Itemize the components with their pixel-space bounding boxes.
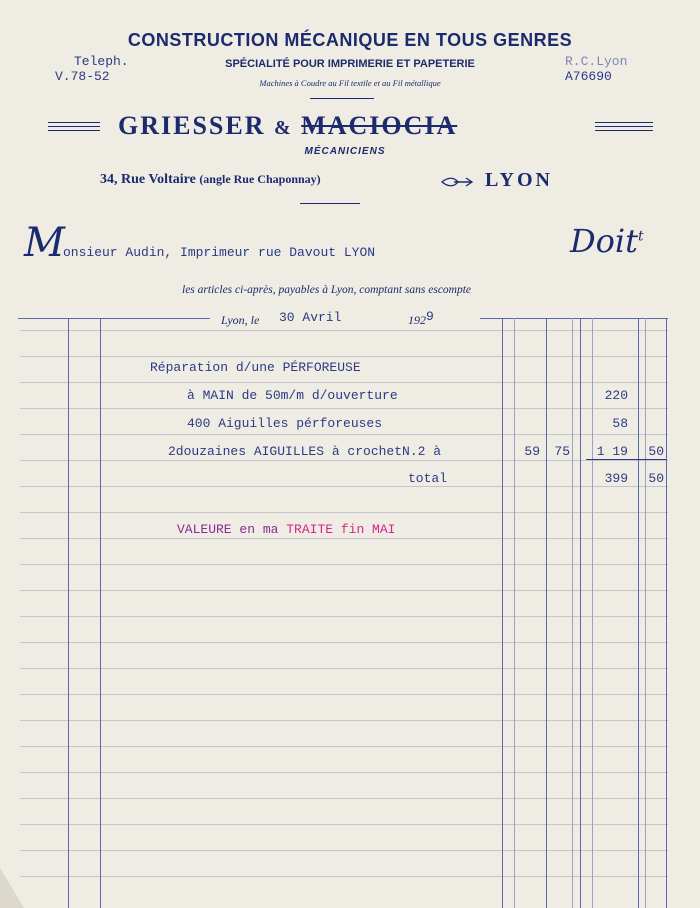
- company-name-struck: MACIOCIA: [301, 111, 458, 140]
- line-item-amount: 220: [604, 388, 628, 403]
- rule-line: [20, 460, 668, 461]
- table-top-rule-left: [18, 318, 210, 319]
- date-place: Lyon, le: [221, 313, 260, 327]
- phone-number: V.78-52: [55, 69, 110, 84]
- line-item-unit-price: 59: [524, 444, 540, 459]
- doit: Doit$^t$: [570, 222, 644, 260]
- ornament-left-3: [48, 130, 100, 131]
- company-name-first: GRIESSER: [118, 111, 266, 140]
- city: LYON: [485, 169, 553, 191]
- recipient: onsieur Audin, Imprimeur rue Davout LYON: [63, 245, 376, 260]
- rule-line: [20, 668, 668, 669]
- rule-line: [20, 850, 668, 851]
- divider-short-2: [300, 203, 360, 204]
- line-item-amount: 58: [612, 416, 628, 431]
- rule-line: [20, 798, 668, 799]
- column-rule-margin: [68, 318, 69, 908]
- rule-line: [20, 616, 668, 617]
- ornament-left-2: [48, 126, 100, 127]
- divider-short: [310, 98, 374, 99]
- company-amp: &: [274, 117, 293, 139]
- arrow-ornament-icon: [440, 175, 474, 189]
- payment-highlight: TRAITE fin MAI: [286, 522, 396, 537]
- payment-terms: les articles ci-après, payables à Lyon, comptant sans escompte: [182, 284, 472, 296]
- headline: CONSTRUCTION MÉCANIQUE EN TOUS GENRES: [127, 30, 573, 50]
- phone-label: Teleph.: [74, 54, 129, 69]
- column-rule-unit-cents-a: [514, 318, 515, 908]
- line-item-description: 400 Aiguilles pérforeuses: [187, 416, 383, 431]
- rule-line: [20, 746, 668, 747]
- rc-label: R.C.Lyon: [565, 54, 628, 69]
- table-top-rule-right: [480, 318, 668, 319]
- column-rule-amount-cents-a: [645, 318, 646, 908]
- year: [408, 309, 434, 328]
- payment-prefix: VALEURE en ma: [177, 522, 279, 537]
- line-item-amount-cents: 50: [648, 444, 664, 459]
- address-note: (angle Rue Chaponnay): [199, 172, 321, 186]
- address-street: 34, Rue Voltaire: [100, 172, 196, 187]
- date-value: 30 Avril: [279, 310, 342, 325]
- torn-corner: [0, 868, 24, 908]
- line-item-amount: 1 19: [596, 444, 628, 459]
- rule-line: [20, 720, 668, 721]
- rule-line: [20, 824, 668, 825]
- rule-line: [20, 564, 668, 565]
- rule-line: [20, 434, 668, 435]
- machines-line: Machines à Coudre au Fil textile et au Fil métallique: [259, 78, 441, 88]
- column-rule-right: [666, 318, 667, 908]
- rule-line: [20, 408, 668, 409]
- salutation-initial: M: [24, 220, 65, 266]
- column-rule-amount: [580, 318, 581, 908]
- rule-line: [20, 382, 668, 383]
- year-prefix: 192: [408, 313, 426, 327]
- ornament-right-2: [595, 126, 653, 127]
- line-item-description: 2douzaines AIGUILLES à crochetN.2 à: [168, 444, 442, 459]
- doit-word: Doit: [570, 222, 639, 260]
- ornament-right-3: [595, 130, 653, 131]
- rule-line: [20, 356, 668, 357]
- line-item-description: Réparation d/une PÉRFOREUSE: [150, 360, 361, 375]
- rule-line: [20, 512, 668, 513]
- specialty: SPÉCIALITÉ POUR IMPRIMERIE ET PAPETERIE: [225, 58, 475, 70]
- payment-note: [177, 522, 395, 537]
- line-item-unit-cents: 75: [554, 444, 570, 459]
- rule-line: [20, 486, 668, 487]
- rule-line: [20, 772, 668, 773]
- rule-line: [20, 694, 668, 695]
- trade: MÉCANICIENS: [304, 146, 386, 157]
- rule-line: [20, 590, 668, 591]
- column-rule-amount-cents: [638, 318, 639, 908]
- column-rule-desc: [100, 318, 101, 908]
- column-rule-unit: [502, 318, 503, 908]
- rule-line: [20, 876, 668, 877]
- column-rule-unit-cents: [546, 318, 547, 908]
- company-name: [118, 111, 457, 141]
- ornament-right-1: [595, 122, 653, 123]
- rule-line: [20, 330, 668, 331]
- rule-line: [20, 538, 668, 539]
- total-label: total: [408, 471, 448, 486]
- amount-underline: [586, 459, 666, 460]
- rc-number: A76690: [565, 69, 612, 84]
- column-rule-amount-a: [592, 318, 593, 908]
- column-rule-unit-cents-b: [572, 318, 573, 908]
- address: [100, 172, 321, 188]
- rule-line: [20, 642, 668, 643]
- total-amount: 399: [604, 471, 628, 486]
- line-item-description: à MAIN de 50m/m d/ouverture: [187, 388, 398, 403]
- year-suffix: 9: [426, 309, 434, 324]
- total-amount-cents: 50: [648, 471, 664, 486]
- ornament-left-1: [48, 122, 100, 123]
